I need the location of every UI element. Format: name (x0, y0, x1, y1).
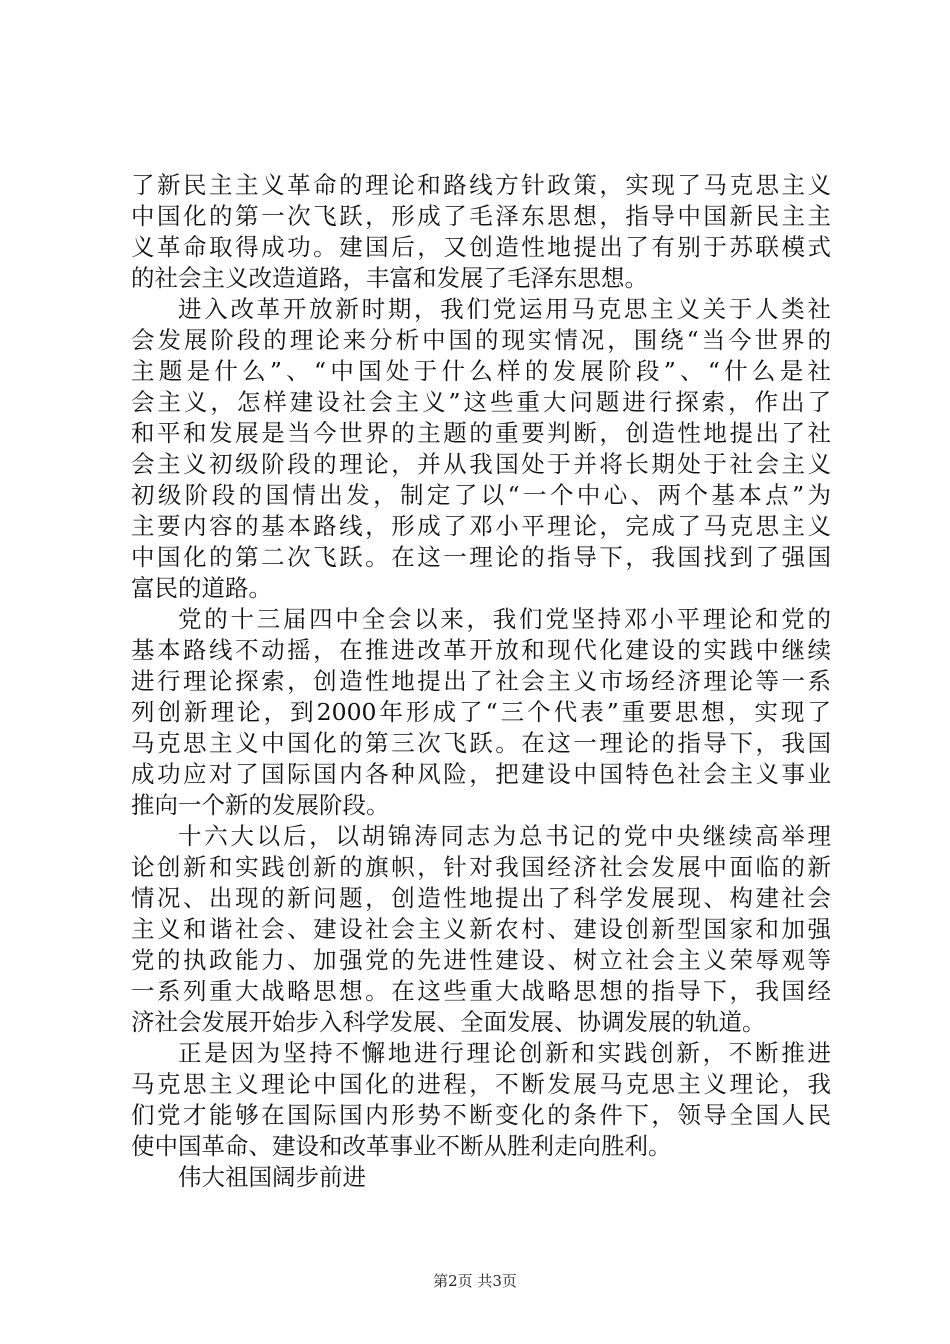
text-line: 推向一个新的发展阶段。 (131, 791, 390, 819)
paragraph (131, 294, 831, 604)
text-line: 会主义，怎样建设社会主义”这些重大问题进行探索，作出了 (131, 388, 831, 416)
text-line: 基本路线不动摇，在推进改革开放和现代化建设的实践中继续 (131, 636, 831, 664)
text-line: 主义和谐社会、建设社会主义新农村、建设创新型国家和加强 (131, 915, 831, 943)
text-line: 主题是什么”、“中国处于什么样的发展阶段”、“什么是社 (131, 357, 831, 385)
text-line: 使中国革命、建设和改革事业不断从胜利走向胜利。 (131, 1132, 672, 1160)
section-heading: 伟大祖国阔步前进 (178, 1163, 366, 1191)
text-line: 马克思主义中国化的第三次飞跃。在这一理论的指导下，我国 (131, 729, 831, 757)
paragraph (131, 1038, 831, 1162)
paragraph (131, 604, 831, 821)
paragraph (131, 821, 831, 1038)
text-line: 主要内容的基本路线，形成了邓小平理论，完成了马克思主义 (131, 512, 831, 540)
text-line: 的社会主义改造道路，丰富和发展了毛泽东思想。 (131, 264, 648, 292)
text-line: 中国化的第一次飞跃，形成了毛泽东思想，指导中国新民主主 (131, 202, 831, 230)
text-line: 义革命取得成功。建国后，又创造性地提出了有别于苏联模式 (131, 233, 831, 261)
text-line: 进行理论探索，创造性地提出了社会主义市场经济理论等一系 (131, 667, 831, 695)
text-line: 济社会发展开始步入科学发展、全面发展、协调发展的轨道。 (131, 1008, 766, 1036)
text-line: 论创新和实践创新的旗帜，针对我国经济社会发展中面临的新 (131, 853, 831, 881)
text-line: 会主义初级阶段的理论，并从我国处于并将长期处于社会主义 (131, 450, 831, 478)
text-line: 党的十三届四中全会以来，我们党坚持邓小平理论和党的 (178, 605, 831, 633)
text-line: 成功应对了国际国内各种风险，把建设中国特色社会主义事业 (131, 760, 831, 788)
text-line: 中国化的第二次飞跃。在这一理论的指导下，我国找到了强国 (131, 543, 831, 571)
text-line: 正是因为坚持不懈地进行理论创新和实践创新，不断推进 (178, 1039, 831, 1067)
text-line: 初级阶段的国情出发，制定了以“一个中心、两个基本点”为 (131, 481, 831, 509)
text-line: 情况、出现的新问题，创造性地提出了科学发展现、构建社会 (131, 884, 831, 912)
text-line: 党的执政能力、加强党的先进性建设、树立社会主义荣辱观等 (131, 946, 831, 974)
page-footer: 第2页 共3页 (433, 1272, 517, 1290)
text-line: 一系列重大战略思想。在这些重大战略思想的指导下，我国经 (131, 977, 831, 1005)
text-line: 会发展阶段的理论来分析中国的现实情况，围绕“当今世界的 (131, 326, 831, 354)
document-body (131, 170, 831, 1193)
text-line: 列创新理论，到2000年形成了“三个代表”重要思想，实现了 (131, 698, 831, 726)
text-line: 和平和发展是当今世界的主题的重要判断，创造性地提出了社 (131, 419, 831, 447)
text-line: 了新民主主义革命的理论和路线方针政策，实现了马克思主义 (131, 171, 831, 199)
text-line: 进入改革开放新时期，我们党运用马克思主义关于人类社 (178, 295, 831, 323)
paragraph (131, 170, 831, 294)
text-line: 富民的道路。 (131, 574, 272, 602)
text-line: 们党才能够在国际国内形势不断变化的条件下，领导全国人民 (131, 1101, 831, 1129)
text-line: 马克思主义理论中国化的进程，不断发展马克思主义理论，我 (131, 1070, 831, 1098)
text-line: 十六大以后，以胡锦涛同志为总书记的党中央继续高举理 (178, 822, 831, 850)
